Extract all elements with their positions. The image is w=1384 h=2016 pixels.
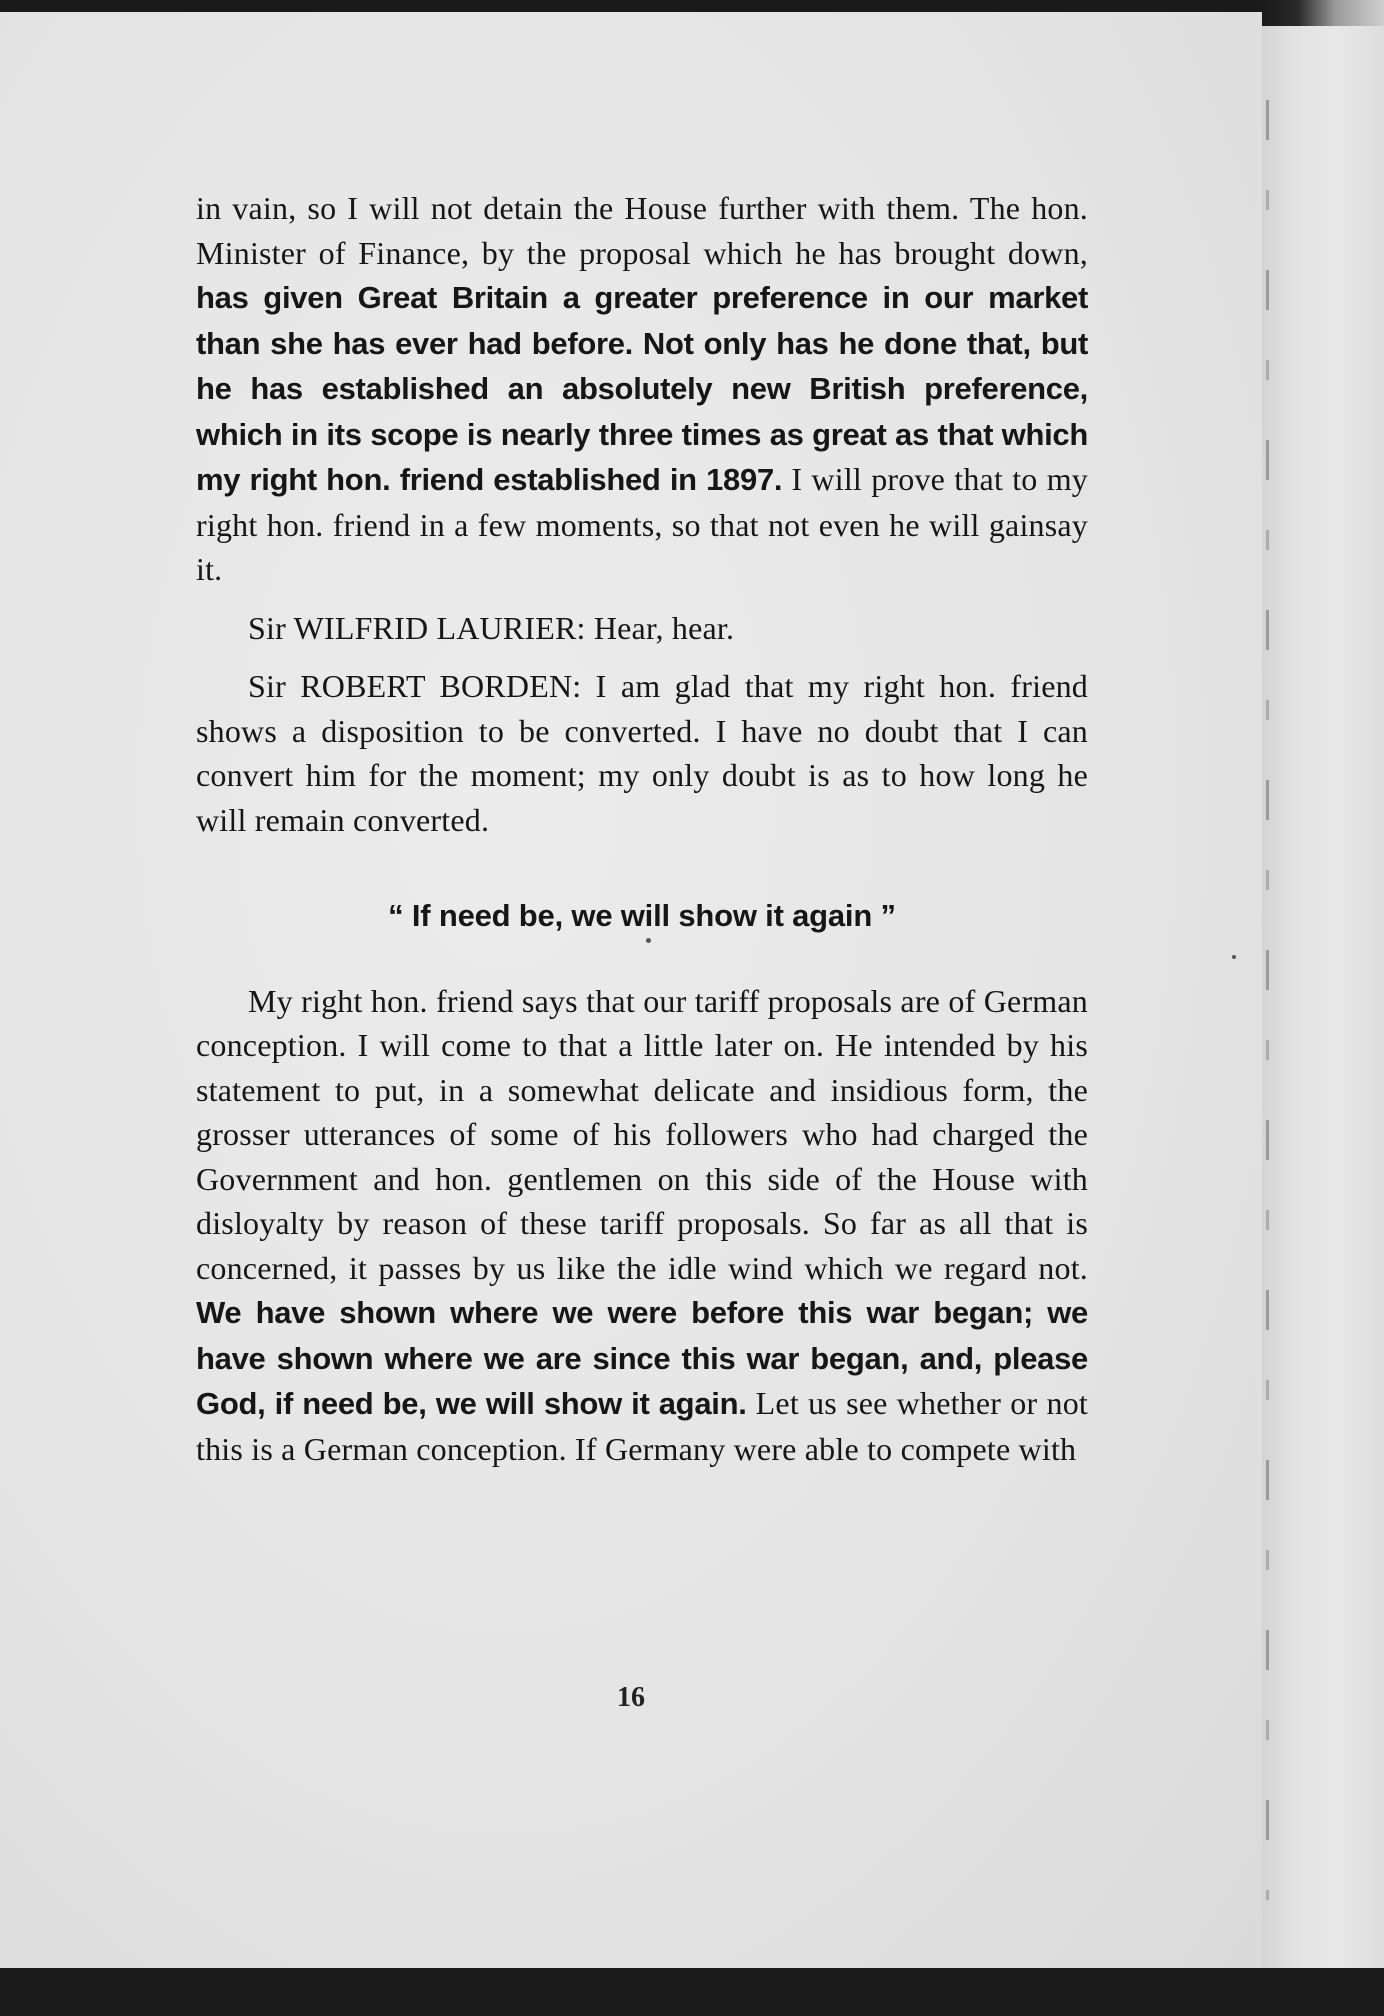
bottom-dark-border [0, 1968, 1384, 2016]
paragraph-1-text-b: I will prove that to my right hon. friend in a few moments, so that not even he will gainsay it. [196, 461, 1088, 587]
scan-speck [1232, 955, 1236, 959]
top-right-corner [1262, 0, 1384, 26]
paragraph-4-text-b: Let us see whether or not this is a German conception. If Germany were able to compete with [196, 1385, 1088, 1467]
paragraph-1-text-a: in vain, so I will not detain the House further with them. The hon. Minister of Finance, by the proposal which he has brought down, [196, 190, 1088, 271]
paragraph-1-bold: has given Great Britain a greater preference in our market than she has ever had before. Not only has he done that, but he has established an absolutely new British preference, which in its scope is nearly three times as great as that which my right hon. friend established in 1897. [196, 280, 1088, 497]
paragraph-4-bold: We have shown where we were before this war began; we have shown where we are since this war began, and, please God, if need be, we will show it again. [196, 1295, 1088, 1421]
paragraph-3 [196, 664, 1088, 842]
paragraph-4 [196, 979, 1088, 1472]
section-heading: “ If need be, we will show it again ” [388, 898, 896, 933]
paragraph-3-text: I am glad that my right hon. friend shows a disposition to be converted. I have no doubt that I can convert him for the moment; my only doubt is as to how long he will remain converted. [196, 668, 1088, 838]
page-edge-line [1266, 100, 1269, 1900]
paragraph-2 [196, 606, 1088, 651]
paragraph-4-text-a: My right hon. friend says that our tariff proposals are of German conception. I will come to that a little later on. He intended by his statement to put, in a somewhat delicate and insidious form, the grosser utterances of some of his followers who had charged the Government and hon. gentlemen on this side of the House with disloyalty by reason of these tariff proposals. So far as all that is concerned, it passes by us like the idle wind which we regard not. [196, 982, 1088, 1286]
paragraph-1 [196, 186, 1088, 592]
body-text [196, 186, 1088, 1471]
paragraph-2-text: Hear, hear. [585, 609, 735, 646]
page-edge [1262, 26, 1384, 1968]
speaker-laurier: Sir WILFRID LAURIER: [248, 609, 586, 646]
speaker-borden: Sir ROBERT BORDEN: [248, 668, 582, 704]
page-number: 16 [617, 1682, 645, 1713]
top-dark-border [0, 0, 1384, 12]
